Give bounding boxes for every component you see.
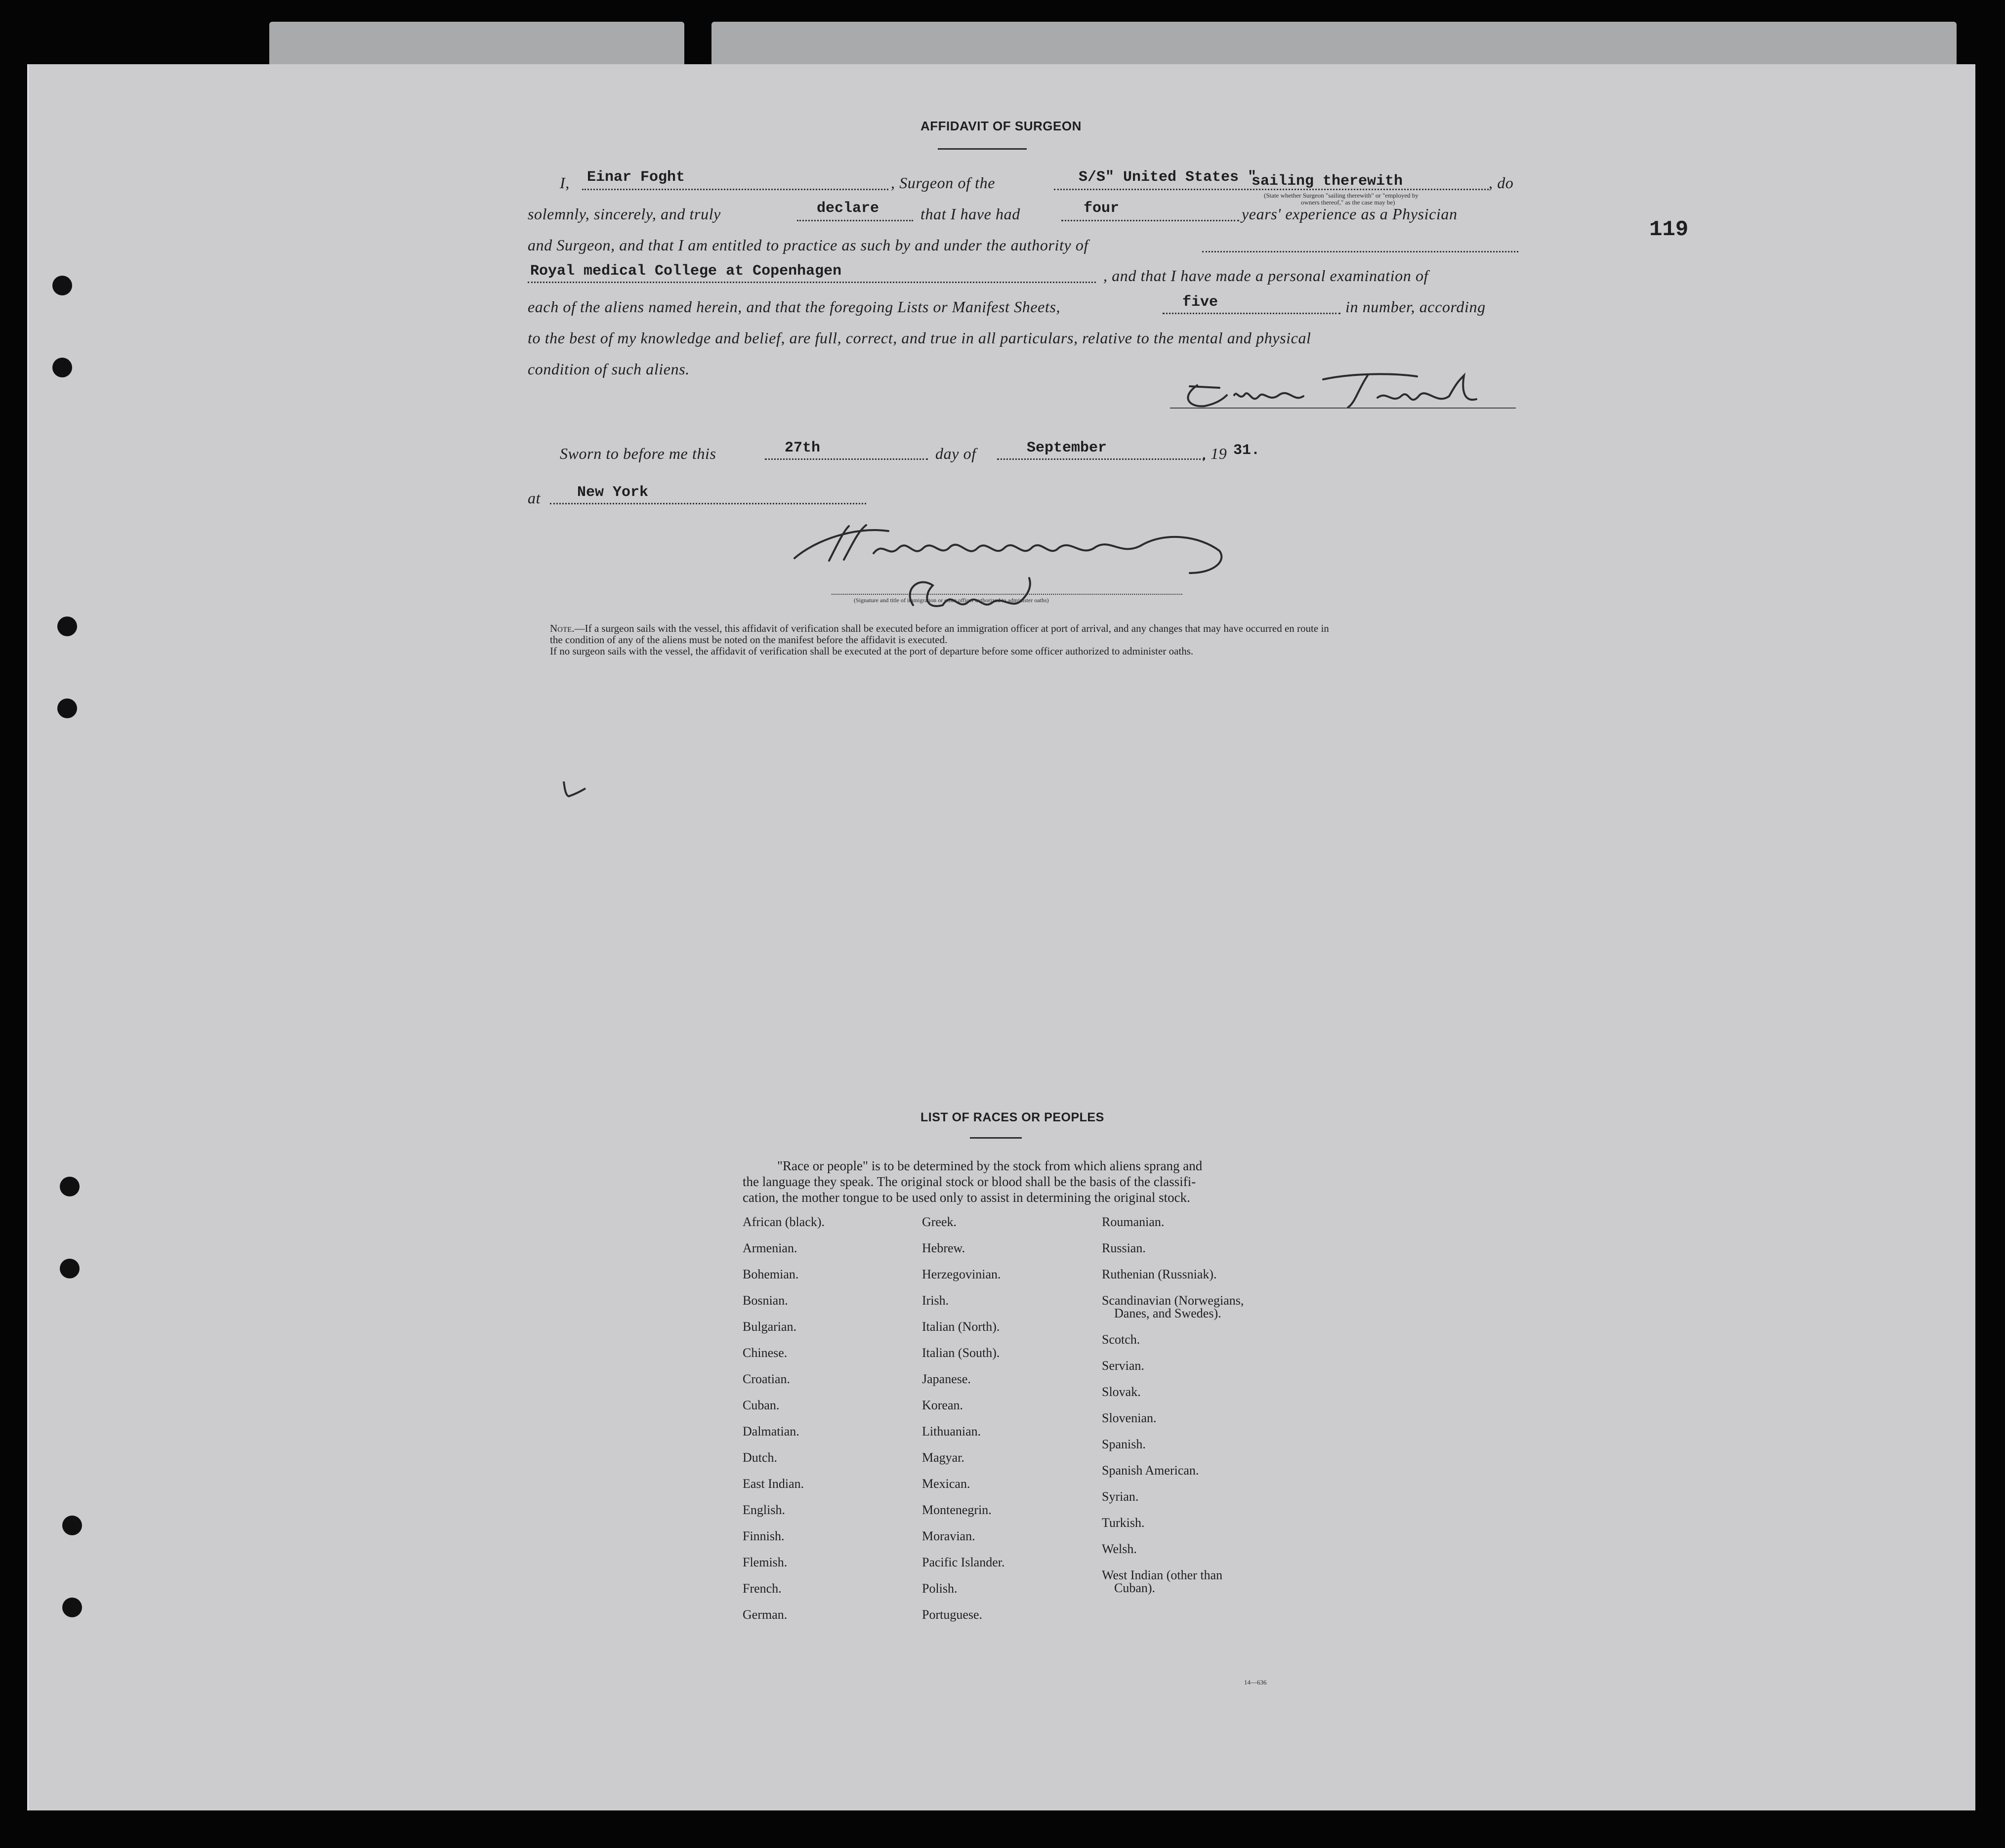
fill-line <box>528 282 1096 283</box>
title-underline <box>938 148 1027 150</box>
race-item: Lithuanian. <box>922 1424 981 1438</box>
affidavit-text: to the best of my knowledge and belief, are full, correct, and true in all particulars, relative to the mental and physical <box>528 329 1311 347</box>
race-item: Bulgarian. <box>743 1319 797 1334</box>
sworn-text: Sworn to before me this <box>560 445 716 462</box>
race-item: Turkish. <box>1102 1516 1145 1530</box>
binder-hole <box>60 1177 80 1196</box>
race-item: Irish. <box>922 1293 949 1308</box>
race-item: Ruthenian (Russniak). <box>1102 1267 1217 1281</box>
affidavit-title: AFFIDAVIT OF SURGEON <box>920 119 1082 133</box>
race-item: Flemish. <box>743 1555 788 1569</box>
fill-line <box>1163 313 1340 314</box>
sworn-day-field: 27th <box>785 440 821 456</box>
race-item: Polish. <box>922 1581 958 1596</box>
race-item: Japanese. <box>922 1372 971 1386</box>
race-item: Bohemian. <box>743 1267 799 1281</box>
race-item: Roumanian. <box>1102 1215 1165 1229</box>
fill-line <box>765 458 928 460</box>
affidavit-text: and Surgeon, and that I am entitled to practice as such by and under the authority of <box>528 236 1088 254</box>
race-item: Armenian. <box>743 1241 797 1255</box>
note-label: Note. <box>550 622 575 634</box>
sworn-month-field: September <box>1027 440 1107 456</box>
affidavit-text: I, <box>560 174 570 192</box>
affidavit-text: solemnly, sincerely, and truly <box>528 205 721 223</box>
race-item: Slovenian. <box>1102 1411 1157 1425</box>
sheets-field: five <box>1182 294 1218 311</box>
binder-hole <box>52 358 72 377</box>
race-item: Danes, and Swedes). <box>1114 1306 1221 1320</box>
race-item: Cuban. <box>743 1398 780 1412</box>
form-code: 14—636 <box>1244 1679 1267 1686</box>
race-item: Cuban). <box>1114 1581 1156 1595</box>
race-item: West Indian (other than <box>1102 1568 1223 1582</box>
race-item: Portuguese. <box>922 1607 983 1622</box>
race-item: Syrian. <box>1102 1489 1139 1504</box>
race-item: Finnish. <box>743 1529 785 1543</box>
fill-line <box>1061 220 1239 221</box>
sworn-year-field: 31. <box>1233 442 1260 459</box>
races-title-underline <box>970 1137 1022 1139</box>
affidavit-text: in number, according <box>1345 298 1486 316</box>
affidavit-text: , do <box>1489 174 1514 192</box>
race-item: German. <box>743 1607 788 1622</box>
race-item: Italian (South). <box>922 1346 1000 1360</box>
fill-line <box>550 503 866 504</box>
affidavit-text: , and that I have made a personal examination of <box>1103 267 1429 285</box>
race-item: Hebrew. <box>922 1241 965 1255</box>
binder-hole <box>62 1516 82 1535</box>
note-line: the condition of any of the aliens must be noted on the manifest before the affidavit is executed. <box>550 634 948 646</box>
pencil-check-mark <box>560 776 589 800</box>
authority-field: Royal medical College at Copenhagen <box>530 263 842 280</box>
note-line: —If a surgeon sails with the vessel, this affidavit of verification shall be executed before an immigration officer at port of arrival, and any changes that may have occurred en route in <box>574 622 1329 634</box>
surgeon-signature <box>1160 361 1526 415</box>
place-field: New York <box>577 484 649 501</box>
sworn-text: , 19 <box>1202 445 1227 462</box>
race-item: Korean. <box>922 1398 963 1412</box>
race-item: Welsh. <box>1102 1542 1137 1556</box>
race-item: Scandinavian (Norwegians, <box>1102 1293 1244 1308</box>
affidavit-text: , Surgeon of the <box>891 174 996 192</box>
document-sheet <box>27 64 1975 1810</box>
binder-hole <box>52 276 72 295</box>
race-item: Greek. <box>922 1215 957 1229</box>
affidavit-text: that I have had <box>920 205 1020 223</box>
race-item: Slovak. <box>1102 1385 1141 1399</box>
affidavit-note <box>550 622 1329 635</box>
races-intro: the language they speak. The original stock or blood shall be the basis of the classifi- <box>743 1174 1196 1189</box>
race-item: Russian. <box>1102 1241 1146 1255</box>
signature-line <box>1170 408 1516 409</box>
fill-line <box>797 220 913 221</box>
years-field: four <box>1084 200 1120 217</box>
race-item: East Indian. <box>743 1477 804 1491</box>
affidavit-text: years' experience as a Physician <box>1242 205 1458 223</box>
note-line: If no surgeon sails with the vessel, the affidavit of verification shall be executed at the port of departure before some officer authorized to administer oaths. <box>550 645 1194 657</box>
race-item: Montenegrin. <box>922 1503 992 1517</box>
binder-hole <box>62 1598 82 1617</box>
fill-line <box>1202 251 1518 252</box>
page-number: 119 <box>1649 217 1689 242</box>
officer-signature-line <box>832 594 1182 595</box>
race-item: Chinese. <box>743 1346 788 1360</box>
sailing-status-field: sailing therewith <box>1252 173 1403 190</box>
race-item: African (black). <box>743 1215 825 1229</box>
races-intro: "Race or people" is to be determined by the stock from which aliens sprang and <box>777 1158 1203 1173</box>
affidavit-text: condition of such aliens. <box>528 360 690 378</box>
at-label: at <box>528 489 541 507</box>
race-item: Dutch. <box>743 1450 778 1465</box>
sworn-text: day of <box>935 445 976 462</box>
binder-hole <box>57 698 77 718</box>
status-footnote: owners thereof," as the case may be) <box>1301 199 1395 206</box>
binder-hole <box>57 616 77 636</box>
race-item: Moravian. <box>922 1529 975 1543</box>
fill-line <box>582 189 888 190</box>
status-footnote: (State whether Surgeon "sailing therewith" or "employed by <box>1264 192 1419 199</box>
race-item: Croatian. <box>743 1372 791 1386</box>
race-item: Bosnian. <box>743 1293 788 1308</box>
race-item: Spanish. <box>1102 1437 1146 1451</box>
race-item: Pacific Islander. <box>922 1555 1005 1569</box>
officer-caption: (Signature and title of immigration or other officer authorized to administer oaths) <box>854 597 1049 604</box>
affidavit-text: each of the aliens named herein, and that the foregoing Lists or Manifest Sheets, <box>528 298 1061 316</box>
race-item: Magyar. <box>922 1450 964 1465</box>
race-item: Mexican. <box>922 1477 970 1491</box>
fill-line <box>997 458 1205 460</box>
binder-hole <box>60 1259 80 1278</box>
race-item: Scotch. <box>1102 1332 1140 1347</box>
race-item: Italian (North). <box>922 1319 1000 1334</box>
race-item: French. <box>743 1581 782 1596</box>
fill-line <box>1054 189 1489 190</box>
races-title: LIST OF RACES OR PEOPLES <box>920 1110 1104 1124</box>
surgeon-name-field: Einar Foght <box>587 169 685 186</box>
officer-signature <box>755 511 1294 635</box>
races-intro: cation, the mother tongue to be used only to assist in determining the original stock. <box>743 1190 1190 1205</box>
race-item: English. <box>743 1503 785 1517</box>
race-item: Dalmatian. <box>743 1424 799 1438</box>
race-item: Herzegovinian. <box>922 1267 1001 1281</box>
race-item: Servian. <box>1102 1358 1144 1373</box>
race-item: Spanish American. <box>1102 1463 1199 1478</box>
declare-field: declare <box>817 200 879 217</box>
vessel-field: S/S" United States " <box>1079 169 1257 186</box>
